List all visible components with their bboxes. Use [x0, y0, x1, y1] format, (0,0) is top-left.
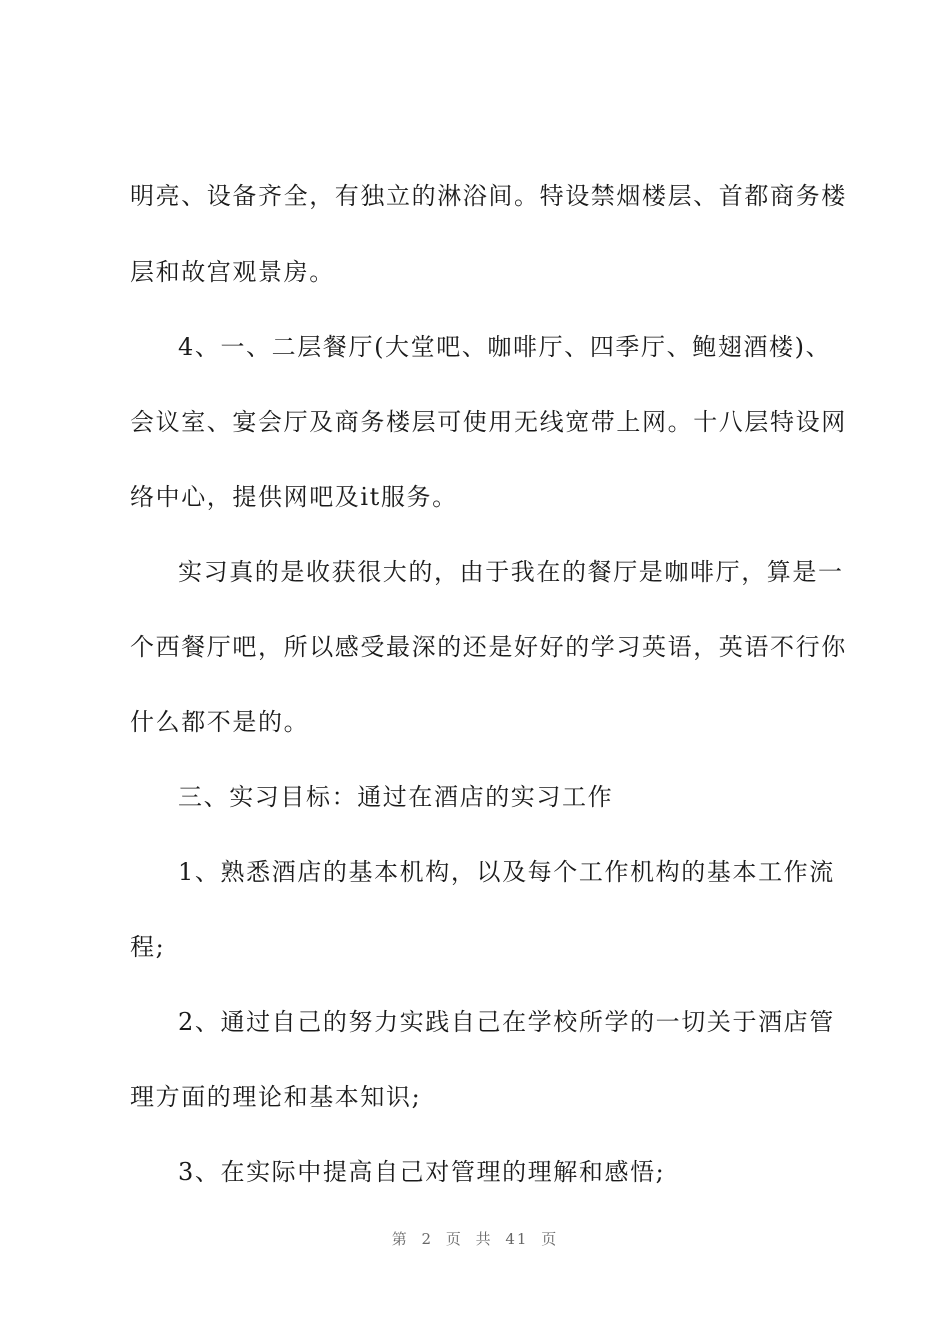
text-line: 个西餐厅吧，所以感受最深的还是好好的学习英语，英语不行你 — [130, 633, 847, 661]
section-heading: 三、实习目标：通过在酒店的实习工作 — [178, 783, 614, 811]
text-line: 什么都不是的。 — [130, 708, 310, 736]
text-line: 1、熟悉酒店的基本机构，以及每个工作机构的基本工作流 — [178, 858, 835, 886]
text-line: 理方面的理论和基本知识; — [130, 1083, 422, 1111]
text-line: 2、通过自己的努力实践自己在学校所学的一切关于酒店管 — [178, 1008, 835, 1036]
text-line: 3、在实际中提高自己对管理的理解和感悟; — [178, 1158, 666, 1186]
page-number-footer: 第 2 页 共 41 页 — [391, 1230, 559, 1248]
text-line: 程; — [130, 933, 166, 961]
text-line: 会议室、宴会厅及商务楼层可使用无线宽带上网。十八层特设网 — [130, 408, 847, 436]
text-line: 络中心，提供网吧及it服务。 — [130, 483, 458, 511]
text-line: 实习真的是收获很大的，由于我在的餐厅是咖啡厅，算是一 — [178, 558, 844, 586]
text-line: 4、一、二层餐厅(大堂吧、咖啡厅、四季厅、鲍翅酒楼)、 — [178, 333, 832, 361]
text-line: 层和故宫观景房。 — [130, 258, 335, 286]
text-line: 明亮、设备齐全，有独立的淋浴间。特设禁烟楼层、首都商务楼 — [130, 182, 847, 210]
